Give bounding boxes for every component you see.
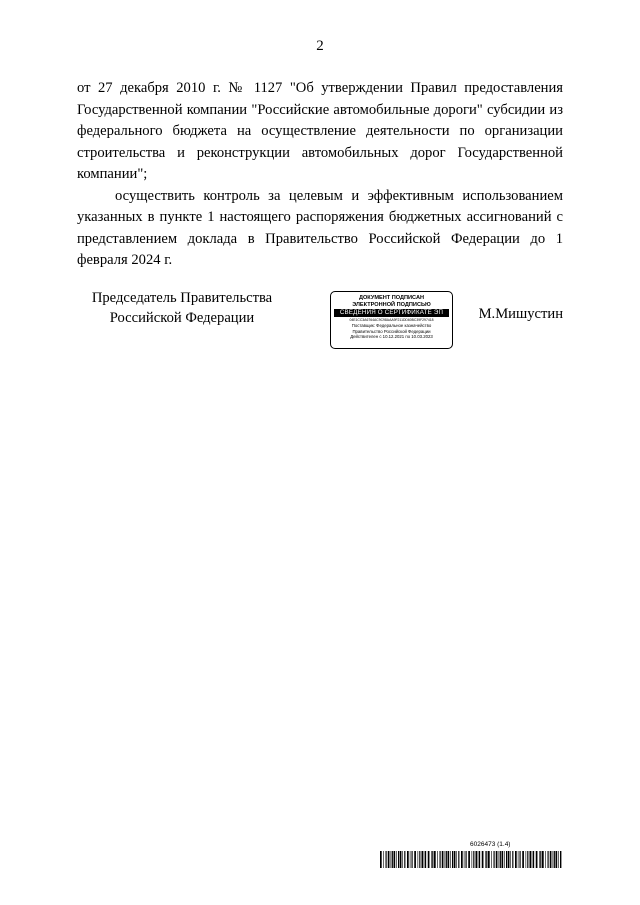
barcode-bar [454,851,456,868]
barcode-bar [425,851,426,868]
barcode-bar [402,851,403,868]
barcode-bar [414,851,416,868]
barcode-bar [515,851,517,868]
barcode [380,851,562,868]
barcode-bar [398,851,399,868]
barcode-bar [431,851,432,868]
stamp-serial: 04E1CC3A6764AC9C98AAA9F211DD60BC39F297418 [349,318,434,322]
barcode-bar [380,851,382,868]
barcode-bar [450,851,451,868]
barcode-bar [434,851,436,868]
barcode-bar [437,851,438,868]
barcode-bar [418,851,419,868]
barcode-bar [464,851,465,868]
barcode-bar [400,851,402,868]
stamp-title-line: ДОКУМЕНТ ПОДПИСАН [358,295,425,301]
barcode-bar [396,851,397,868]
barcode-bar [485,851,486,868]
stamp-title-line: ЭЛЕКТРОННОЙ ПОДПИСЬЮ [352,301,431,308]
paragraph: от 27 декабря 2010 г. № 1127 "Об утверждении Правил предоставления Государственной компании "Российские автомобильные дороги" субсидии из федерального бюджета на осуществление деятельности по организации строительства и реконструкции автомобильных дорог Государственной компании"; [77,80,563,182]
barcode-bar [539,851,540,868]
barcode-bar [410,851,411,868]
barcode-bar [452,851,453,868]
barcode-bar [530,851,532,868]
electronic-signature-stamp [330,291,453,349]
barcode-bar [383,851,384,868]
barcode-bar [491,851,492,868]
signer-position-line: Председатель Правительства [91,290,273,306]
barcode-bar [556,851,558,868]
barcode-bar [508,851,510,868]
barcode-bar [536,851,538,868]
stamp-issuer: Поставщик: Федеральное казначейство [351,323,432,328]
barcode-bar [554,851,555,868]
barcode-bar [548,851,549,868]
barcode-bar [432,851,433,868]
barcode-bar [473,851,474,868]
signer-position-line: Российской Федерации [109,310,255,326]
barcode-bar [522,851,524,868]
barcode-bar [504,851,505,868]
stamp-certificate-band: СВЕДЕНИЯ О СЕРТИФИКАТЕ ЭП [334,309,449,317]
barcode-bar [442,851,444,868]
barcode-bar [394,851,396,868]
barcode-bar [482,851,484,868]
barcode-bar [407,851,409,868]
barcode-bar [545,851,546,868]
barcode-bar [494,851,495,868]
barcode-bar [404,851,405,868]
barcode-bar [458,851,459,868]
body-text [77,78,563,272]
barcode-bar [445,851,446,868]
barcode-bar [532,851,533,868]
barcode-bar [461,851,463,868]
stamp-title [331,295,452,308]
barcode-bar [533,851,534,868]
barcode-bar [518,851,519,868]
barcode-bar [392,851,393,868]
barcode-bar [472,851,473,868]
barcode-bar [466,851,467,868]
barcode-bar [391,851,392,868]
barcode-bar [520,851,521,868]
barcode-bar [419,851,420,868]
stamp-validity: Действителен с 10.12.2021 по 10.03.2023 [350,334,433,340]
barcode-bar [440,851,441,868]
barcode-bar [499,851,500,868]
signature-block [77,288,563,358]
barcode-bar [510,851,511,868]
barcode-bar [386,851,387,868]
barcode-bar [488,851,490,868]
barcode-bar [496,851,498,868]
barcode-bar [456,851,457,868]
document-code: 6026473 (1.4) [470,841,511,848]
signer-name: М.Мишустин [478,306,563,322]
barcode-bar [446,851,447,868]
stamp-owner: Правительство Российской Федерации [352,328,431,334]
barcode-bar [422,851,424,868]
barcode-bar [486,851,487,868]
barcode-bar [502,851,504,868]
barcode-bar [512,851,513,868]
barcode-bar [448,851,450,868]
barcode-bar [476,851,478,868]
barcode-bar [388,851,390,868]
barcode-bar [468,851,470,868]
barcode-bar [527,851,528,868]
barcode-bar [550,851,552,868]
barcode-bar [424,851,425,868]
barcode-bar [478,851,479,868]
signer-position [77,288,287,328]
barcode-bar [506,851,507,868]
paragraph: осуществить контроль за целевым и эффективным использованием указанных в пункте 1 настоящего распоряжения бюджетных ассигнований с представлением доклада в Правительство Российской Федерации до 1 февраля 2024 г. [77,187,563,268]
barcode-bar [553,851,554,868]
barcode-bar [526,851,527,868]
barcode-bar [542,851,544,868]
barcode-bar [560,851,561,868]
barcode-bar [500,851,501,868]
barcode-bar [428,851,430,868]
barcode-bar [479,851,480,868]
barcode-bar [540,851,541,868]
barcode-bar [558,851,559,868]
page-number: 2 [316,38,324,54]
barcode-bar [412,851,413,868]
